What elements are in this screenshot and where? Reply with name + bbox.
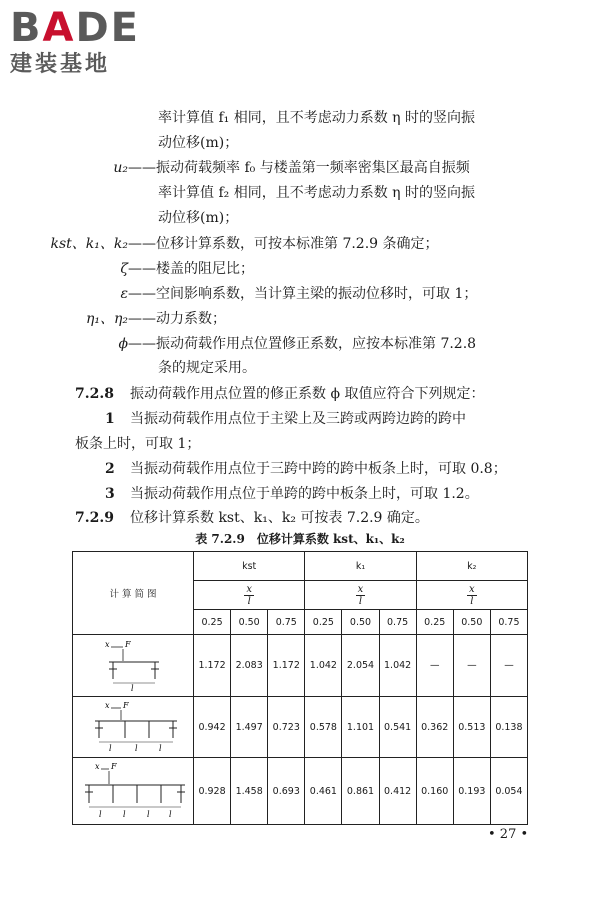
symbol-zeta: ζ — [120, 261, 128, 277]
table-row — [73, 758, 528, 825]
svg-text:F: F — [123, 700, 129, 710]
text-line: ——振动荷载作用点位置修正系数，应按本标准第 7.2.8 — [128, 336, 477, 352]
value-cell: 1.042 — [305, 635, 342, 697]
ratio-cell: 0.50 — [453, 610, 490, 635]
text-line: 位移计算系数 kst、k₁、k₂ 可按表 7.2.9 确定。 — [130, 510, 429, 526]
text-line: 振动荷载作用点位置的修正系数 ϕ 取值应符合下列规定： — [130, 386, 485, 402]
svg-text:l: l — [99, 809, 102, 819]
value-cell: 0.362 — [416, 697, 453, 758]
symbol-epsilon: ε — [120, 286, 128, 302]
logo — [10, 6, 190, 92]
diagram-header: 计 算 简 图 — [73, 552, 194, 635]
text-line: 板条上时，可取 1； — [75, 436, 201, 452]
text-line: 动位移(m)； — [158, 210, 239, 226]
text-line: 率计算值 f₂ 相同，且不考虑动力系数 η 时的竖向振 — [158, 185, 475, 201]
value-cell: 0.054 — [490, 758, 527, 825]
ratio-cell: 0.75 — [379, 610, 416, 635]
text-line: 当振动荷载作用点位于单跨的跨中板条上时，可取 1.2。 — [130, 486, 479, 502]
value-cell: 0.160 — [416, 758, 453, 825]
value-cell: 2.083 — [231, 635, 268, 697]
value-cell: 0.513 — [453, 697, 490, 758]
value-cell: — — [453, 635, 490, 697]
ratio-header: $\frac{x}{l}$ — [194, 581, 305, 610]
text-line: ——动力系数； — [128, 311, 226, 327]
item-number: 2 — [105, 461, 115, 477]
text-line: ——楼盖的阻尼比； — [128, 261, 254, 277]
ratio-cell: 0.50 — [231, 610, 268, 635]
value-cell: 0.138 — [490, 697, 527, 758]
text-line: 当振动荷载作用点位于三跨中跨的跨中板条上时，可取 0.8； — [130, 461, 507, 477]
ratio-cell: 0.25 — [194, 610, 231, 635]
text-line: ——空间影响系数，当计算主梁的振动位移时，可取 1； — [128, 286, 478, 302]
ratio-cell: 0.75 — [490, 610, 527, 635]
value-cell: 1.042 — [379, 635, 416, 697]
coefficient-table — [72, 551, 528, 825]
value-cell: 2.054 — [342, 635, 379, 697]
item-number: 1 — [105, 411, 115, 427]
symbol-u2: u₂ — [113, 160, 128, 176]
value-cell: 1.172 — [194, 635, 231, 697]
diagram-single-span — [73, 635, 194, 697]
value-cell: 0.541 — [379, 697, 416, 758]
diagram-four-span — [73, 758, 194, 825]
value-cell: 0.578 — [305, 697, 342, 758]
value-cell: 0.693 — [268, 758, 305, 825]
item-number: 3 — [105, 486, 115, 502]
beam-diagram-1-icon — [73, 635, 193, 693]
section-number: 7.2.9 — [75, 510, 114, 526]
svg-text:F: F — [111, 761, 117, 771]
value-cell: 1.172 — [268, 635, 305, 697]
value-cell: 1.101 — [342, 697, 379, 758]
symbol-k: kst、k₁、k₂ — [50, 236, 128, 252]
page-number: • 27 • — [488, 827, 529, 842]
group-header: k₁ — [305, 552, 416, 581]
symbol-eta: η₁、η₂ — [86, 311, 128, 327]
svg-text:x: x — [95, 761, 100, 771]
svg-text:l: l — [159, 743, 162, 753]
ratio-header: $\frac{x}{l}$ — [305, 581, 416, 610]
value-cell: 0.928 — [194, 758, 231, 825]
table-row — [73, 697, 528, 758]
svg-text:l: l — [109, 743, 112, 753]
ratio-cell: 0.25 — [305, 610, 342, 635]
table-row — [73, 635, 528, 697]
logo-subtitle: 建装基地 — [10, 52, 111, 77]
value-cell: 0.461 — [305, 758, 342, 825]
value-cell: 0.412 — [379, 758, 416, 825]
ratio-cell: 0.75 — [268, 610, 305, 635]
ratio-cell: 0.50 — [342, 610, 379, 635]
diagram-three-span — [73, 697, 194, 758]
svg-text:l: l — [131, 684, 134, 693]
svg-text:x: x — [105, 700, 110, 710]
svg-text:l: l — [123, 809, 126, 819]
ratio-header: $\frac{x}{l}$ — [416, 581, 527, 610]
beam-diagram-3-icon — [73, 759, 193, 821]
table-caption: 表 7.2.9 位移计算系数 kst、k₁、k₂ — [195, 532, 405, 546]
value-cell: 0.723 — [268, 697, 305, 758]
text-line: 率计算值 f₁ 相同，且不考虑动力系数 η 时的竖向振 — [158, 110, 475, 126]
value-cell: 0.193 — [453, 758, 490, 825]
text-line: ——振动荷载频率 f₀ 与楼盖第一频率密集区最高自振频 — [128, 160, 470, 176]
text-line: ——位移计算系数，可按本标准第 7.2.9 条确定； — [128, 236, 439, 252]
beam-diagram-2-icon — [73, 698, 193, 754]
text-line: 条的规定采用。 — [158, 360, 256, 376]
svg-text:l: l — [147, 809, 150, 819]
text-line: 当振动荷载作用点位于主梁上及三跨或两跨边跨的跨中 — [130, 411, 466, 427]
text-line: 动位移(m)； — [158, 135, 239, 151]
value-cell: 1.497 — [231, 697, 268, 758]
section-number: 7.2.8 — [75, 386, 114, 402]
symbol-phi: ϕ — [118, 336, 128, 352]
svg-text:x: x — [105, 640, 110, 649]
svg-text:F: F — [125, 640, 131, 649]
svg-text:l: l — [135, 743, 138, 753]
value-cell: 1.458 — [231, 758, 268, 825]
svg-text:l: l — [169, 809, 172, 819]
value-cell: 0.861 — [342, 758, 379, 825]
ratio-cell: 0.25 — [416, 610, 453, 635]
group-header: kst — [194, 552, 305, 581]
value-cell: — — [416, 635, 453, 697]
group-header: k₂ — [416, 552, 527, 581]
value-cell: — — [490, 635, 527, 697]
logo-wordmark: BADE — [10, 5, 140, 51]
value-cell: 0.942 — [194, 697, 231, 758]
